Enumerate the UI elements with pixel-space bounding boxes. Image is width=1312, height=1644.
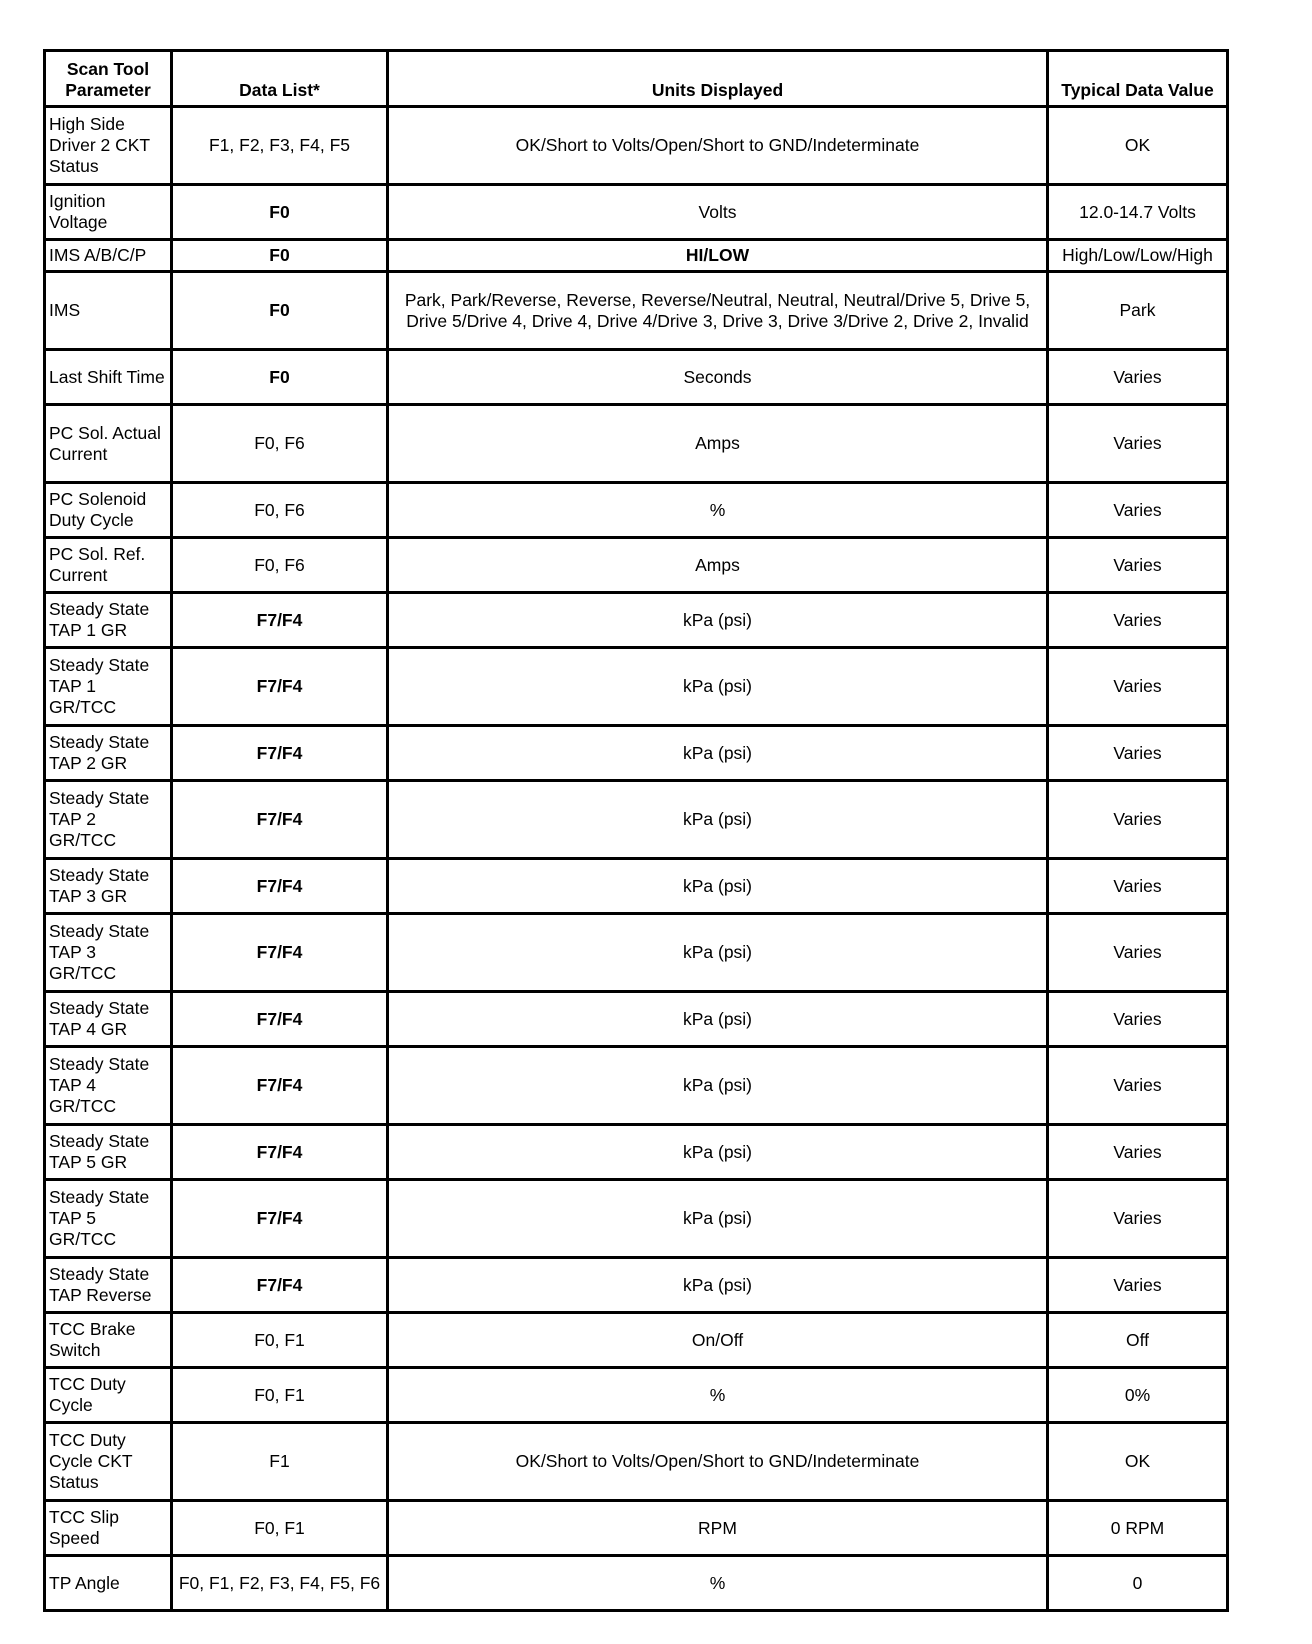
data-list-cell: F0, F1 bbox=[172, 1368, 388, 1423]
units-cell: kPa (psi) bbox=[388, 859, 1048, 914]
parameter-cell: PC Solenoid Duty Cycle bbox=[45, 483, 172, 538]
typical-value-cell: Off bbox=[1048, 1313, 1228, 1368]
parameter-cell: TP Angle bbox=[45, 1556, 172, 1611]
table-row bbox=[45, 107, 1228, 185]
typical-value-cell: Varies bbox=[1048, 405, 1228, 483]
data-list-cell: F7/F4 bbox=[172, 648, 388, 726]
data-list-cell: F7/F4 bbox=[172, 1125, 388, 1180]
units-cell: Amps bbox=[388, 405, 1048, 483]
parameter-cell: TCC Duty Cycle bbox=[45, 1368, 172, 1423]
units-cell: kPa (psi) bbox=[388, 1125, 1048, 1180]
typical-value-cell: Park bbox=[1048, 272, 1228, 350]
table-row bbox=[45, 781, 1228, 859]
table-row bbox=[45, 538, 1228, 593]
table-row bbox=[45, 593, 1228, 648]
units-cell: kPa (psi) bbox=[388, 726, 1048, 781]
scan-tool-data-table bbox=[43, 49, 1229, 1612]
parameter-cell: Steady State TAP 5 GR/TCC bbox=[45, 1180, 172, 1258]
table-row bbox=[45, 185, 1228, 240]
parameter-cell: Steady State TAP 2 GR bbox=[45, 726, 172, 781]
data-list-cell: F7/F4 bbox=[172, 859, 388, 914]
table-row bbox=[45, 1556, 1228, 1611]
parameter-cell: Steady State TAP 2 GR/TCC bbox=[45, 781, 172, 859]
typical-value-cell: Varies bbox=[1048, 648, 1228, 726]
table-row bbox=[45, 859, 1228, 914]
typical-value-cell: Varies bbox=[1048, 593, 1228, 648]
units-cell: kPa (psi) bbox=[388, 1180, 1048, 1258]
header-units-displayed: Units Displayed bbox=[388, 51, 1048, 107]
data-list-cell: F0, F6 bbox=[172, 538, 388, 593]
header-data-list: Data List* bbox=[172, 51, 388, 107]
typical-value-cell: Varies bbox=[1048, 538, 1228, 593]
data-list-cell: F7/F4 bbox=[172, 1180, 388, 1258]
table-row bbox=[45, 1047, 1228, 1125]
units-cell: Seconds bbox=[388, 350, 1048, 405]
typical-value-cell: Varies bbox=[1048, 781, 1228, 859]
parameter-cell: TCC Duty Cycle CKT Status bbox=[45, 1423, 172, 1501]
typical-value-cell: OK bbox=[1048, 1423, 1228, 1501]
parameter-cell: Steady State TAP 4 GR bbox=[45, 992, 172, 1047]
header-typical-data-value: Typical Data Value bbox=[1048, 51, 1228, 107]
units-cell: % bbox=[388, 483, 1048, 538]
typical-value-cell: Varies bbox=[1048, 1125, 1228, 1180]
data-list-cell: F7/F4 bbox=[172, 1047, 388, 1125]
table-body bbox=[45, 107, 1228, 1611]
units-cell: Amps bbox=[388, 538, 1048, 593]
units-cell: kPa (psi) bbox=[388, 1047, 1048, 1125]
parameter-cell: PC Sol. Actual Current bbox=[45, 405, 172, 483]
data-list-cell: F0, F1, F2, F3, F4, F5, F6 bbox=[172, 1556, 388, 1611]
table-row bbox=[45, 1125, 1228, 1180]
table-row bbox=[45, 1368, 1228, 1423]
parameter-cell: Steady State TAP 1 GR/TCC bbox=[45, 648, 172, 726]
units-cell: OK/Short to Volts/Open/Short to GND/Indeterminate bbox=[388, 1423, 1048, 1501]
units-cell: kPa (psi) bbox=[388, 914, 1048, 992]
typical-value-cell: Varies bbox=[1048, 914, 1228, 992]
typical-value-cell: Varies bbox=[1048, 1258, 1228, 1313]
units-cell: kPa (psi) bbox=[388, 1258, 1048, 1313]
units-cell: Volts bbox=[388, 185, 1048, 240]
data-list-cell: F7/F4 bbox=[172, 992, 388, 1047]
parameter-cell: Steady State TAP 4 GR/TCC bbox=[45, 1047, 172, 1125]
units-cell: On/Off bbox=[388, 1313, 1048, 1368]
data-list-cell: F0, F6 bbox=[172, 483, 388, 538]
parameter-cell: TCC Slip Speed bbox=[45, 1501, 172, 1556]
parameter-cell: Steady State TAP 3 GR bbox=[45, 859, 172, 914]
table-row bbox=[45, 1313, 1228, 1368]
parameter-cell: Last Shift Time bbox=[45, 350, 172, 405]
parameter-cell: Steady State TAP 5 GR bbox=[45, 1125, 172, 1180]
typical-value-cell: Varies bbox=[1048, 1047, 1228, 1125]
units-cell: HI/LOW bbox=[388, 240, 1048, 272]
typical-value-cell: Varies bbox=[1048, 1180, 1228, 1258]
units-cell: % bbox=[388, 1368, 1048, 1423]
parameter-cell: IMS A/B/C/P bbox=[45, 240, 172, 272]
data-list-cell: F7/F4 bbox=[172, 593, 388, 648]
data-list-cell: F0, F1 bbox=[172, 1313, 388, 1368]
table-row bbox=[45, 240, 1228, 272]
typical-value-cell: High/Low/Low/High bbox=[1048, 240, 1228, 272]
typical-value-cell: Varies bbox=[1048, 726, 1228, 781]
data-list-cell: F0, F6 bbox=[172, 405, 388, 483]
parameter-cell: Steady State TAP 3 GR/TCC bbox=[45, 914, 172, 992]
units-cell: kPa (psi) bbox=[388, 593, 1048, 648]
table-row bbox=[45, 272, 1228, 350]
data-list-cell: F1 bbox=[172, 1423, 388, 1501]
table-header-row bbox=[45, 51, 1228, 107]
units-cell: kPa (psi) bbox=[388, 781, 1048, 859]
units-cell: OK/Short to Volts/Open/Short to GND/Indeterminate bbox=[388, 107, 1048, 185]
parameter-cell: Steady State TAP Reverse bbox=[45, 1258, 172, 1313]
parameter-cell: High Side Driver 2 CKT Status bbox=[45, 107, 172, 185]
table-row bbox=[45, 1180, 1228, 1258]
header-scan-tool-parameter: Scan Tool Parameter bbox=[45, 51, 172, 107]
typical-value-cell: 0 bbox=[1048, 1556, 1228, 1611]
typical-value-cell: OK bbox=[1048, 107, 1228, 185]
typical-value-cell: 0% bbox=[1048, 1368, 1228, 1423]
typical-value-cell: Varies bbox=[1048, 859, 1228, 914]
table-row bbox=[45, 648, 1228, 726]
table-row bbox=[45, 483, 1228, 538]
table-row bbox=[45, 726, 1228, 781]
units-cell: kPa (psi) bbox=[388, 992, 1048, 1047]
units-cell: kPa (psi) bbox=[388, 648, 1048, 726]
data-list-cell: F0 bbox=[172, 350, 388, 405]
data-list-cell: F0 bbox=[172, 240, 388, 272]
table-row bbox=[45, 1501, 1228, 1556]
table-row bbox=[45, 914, 1228, 992]
data-list-cell: F7/F4 bbox=[172, 914, 388, 992]
table-row bbox=[45, 1423, 1228, 1501]
units-cell: RPM bbox=[388, 1501, 1048, 1556]
table-row bbox=[45, 992, 1228, 1047]
data-list-cell: F1, F2, F3, F4, F5 bbox=[172, 107, 388, 185]
table-row bbox=[45, 1258, 1228, 1313]
parameter-cell: Steady State TAP 1 GR bbox=[45, 593, 172, 648]
typical-value-cell: 0 RPM bbox=[1048, 1501, 1228, 1556]
parameter-cell: PC Sol. Ref. Current bbox=[45, 538, 172, 593]
parameter-cell: Ignition Voltage bbox=[45, 185, 172, 240]
typical-value-cell: 12.0-14.7 Volts bbox=[1048, 185, 1228, 240]
data-list-cell: F0 bbox=[172, 185, 388, 240]
data-list-cell: F0 bbox=[172, 272, 388, 350]
data-list-cell: F7/F4 bbox=[172, 1258, 388, 1313]
data-list-cell: F7/F4 bbox=[172, 726, 388, 781]
parameter-cell: TCC Brake Switch bbox=[45, 1313, 172, 1368]
table-row bbox=[45, 350, 1228, 405]
typical-value-cell: Varies bbox=[1048, 350, 1228, 405]
typical-value-cell: Varies bbox=[1048, 483, 1228, 538]
typical-value-cell: Varies bbox=[1048, 992, 1228, 1047]
units-cell: % bbox=[388, 1556, 1048, 1611]
table-row bbox=[45, 405, 1228, 483]
parameter-cell: IMS bbox=[45, 272, 172, 350]
data-list-cell: F0, F1 bbox=[172, 1501, 388, 1556]
data-list-cell: F7/F4 bbox=[172, 781, 388, 859]
units-cell: Park, Park/Reverse, Reverse, Reverse/Neutral, Neutral, Neutral/Drive 5, Drive 5, Drive 5/Drive 4, Drive 4, Drive 4/Drive 3, Drive 3, Drive 3/Drive 2, Drive 2, Invalid bbox=[388, 272, 1048, 350]
